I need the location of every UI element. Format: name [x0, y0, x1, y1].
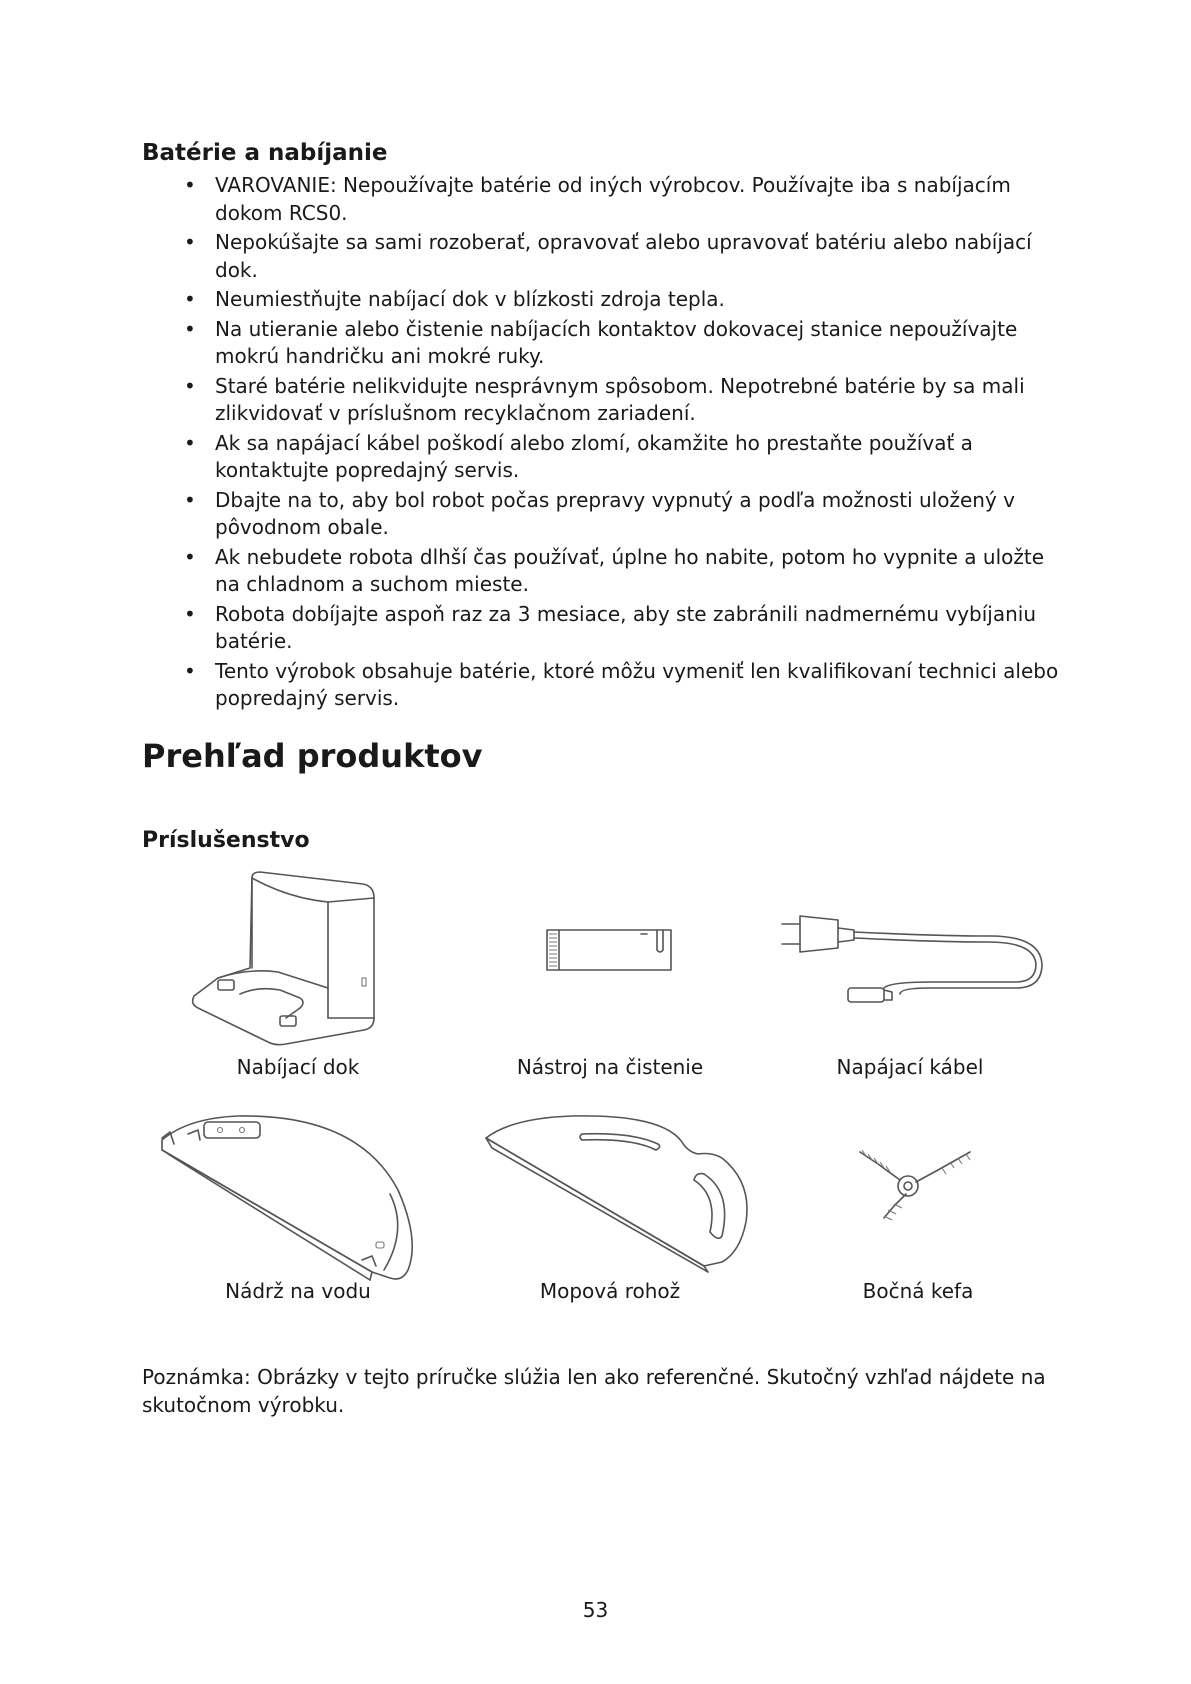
accessory-label: Mopová rohož	[539, 1279, 681, 1303]
bullet-icon: •	[184, 287, 196, 311]
bullet-icon: •	[184, 230, 196, 254]
accessory-label: Bočná kefa	[862, 1279, 974, 1303]
power-cable-icon	[780, 908, 1050, 1008]
list-item	[142, 316, 1072, 371]
list-item-text: Ak nebudete robota dlhší čas používať, úplne ho nabite, potom ho vypnite a uložte na chladnom a suchom mieste.	[215, 544, 1045, 596]
battery-warning-list	[142, 172, 1072, 715]
accessory-label: Nádrž na vodu	[225, 1279, 371, 1303]
list-item	[142, 430, 1072, 485]
cleaning-tool-icon	[545, 926, 675, 976]
list-item	[142, 601, 1072, 656]
bullet-icon: •	[184, 430, 196, 455]
bullet-icon: •	[184, 373, 196, 398]
bullet-icon: •	[184, 487, 196, 512]
list-item-text: Dbajte na to, aby bol robot počas prepravy vypnutý a podľa možnosti uložený v pôvodnom obale.	[215, 487, 1015, 539]
list-item-text: Robota dobíjajte aspoň raz za 3 mesiace, aby ste zabránili nadmernému vybíjaniu batérie.	[215, 601, 1037, 653]
list-item-text: VAROVANIE: Nepoužívajte batérie od iných výrobcov. Používajte iba s nabíjacím dokom RCS0.	[215, 173, 1011, 225]
accessory-label: Napájací kábel	[836, 1055, 984, 1079]
water-tank-icon	[158, 1110, 418, 1285]
charging-dock-icon	[188, 868, 398, 1053]
accessory-label: Nástroj na čistenie	[516, 1055, 704, 1079]
bullet-icon: •	[184, 658, 196, 683]
mop-pad-icon	[482, 1112, 752, 1272]
battery-section-title: Batérie a nabíjanie	[142, 140, 388, 166]
list-item	[142, 544, 1072, 599]
list-item-text: Na utieranie alebo čistenie nabíjacích kontaktov dokovacej stanice nepoužívajte mokrú handričku ani mokré ruky.	[215, 316, 1018, 368]
list-item	[142, 658, 1072, 713]
bullet-icon: •	[184, 601, 196, 626]
bullet-icon: •	[184, 173, 196, 197]
page-title: Prehľad produktov	[142, 737, 483, 775]
accessory-label: Nabíjací dok	[236, 1055, 360, 1079]
side-brush-icon	[858, 1150, 978, 1230]
page-number: 53	[582, 1598, 609, 1622]
bullet-icon: •	[184, 316, 196, 341]
list-item-text: Tento výrobok obsahuje batérie, ktoré môžu vymeniť len kvalifikovaní technici alebo popredajný servis.	[215, 658, 1059, 710]
accessories-title: Príslušenstvo	[142, 828, 310, 853]
list-item	[142, 172, 1072, 227]
list-item	[142, 229, 1072, 284]
list-item-text: Ak sa napájací kábel poškodí alebo zlomí, okamžite ho prestaňte používať a kontaktujte popredajný servis.	[215, 430, 973, 482]
bullet-icon: •	[184, 544, 196, 569]
note-text: Poznámka: Obrázky v tejto príručke slúžia len ako referenčné. Skutočný vzhľad nájdete na skutočnom výrobku.	[142, 1365, 1046, 1417]
list-item-text: Staré batérie nelikvidujte nesprávnym spôsobom. Nepotrebné batérie by sa mali zlikvidovať v príslušnom recyklačnom zariadení.	[215, 373, 1025, 425]
list-item	[142, 373, 1072, 428]
list-item-text: Neumiestňujte nabíjací dok v blízkosti zdroja tepla.	[215, 287, 725, 311]
list-item-text: Nepokúšajte sa sami rozoberať, opravovať alebo upravovať batériu alebo nabíjací dok.	[215, 230, 1032, 282]
list-item	[142, 286, 1072, 314]
list-item	[142, 487, 1072, 542]
